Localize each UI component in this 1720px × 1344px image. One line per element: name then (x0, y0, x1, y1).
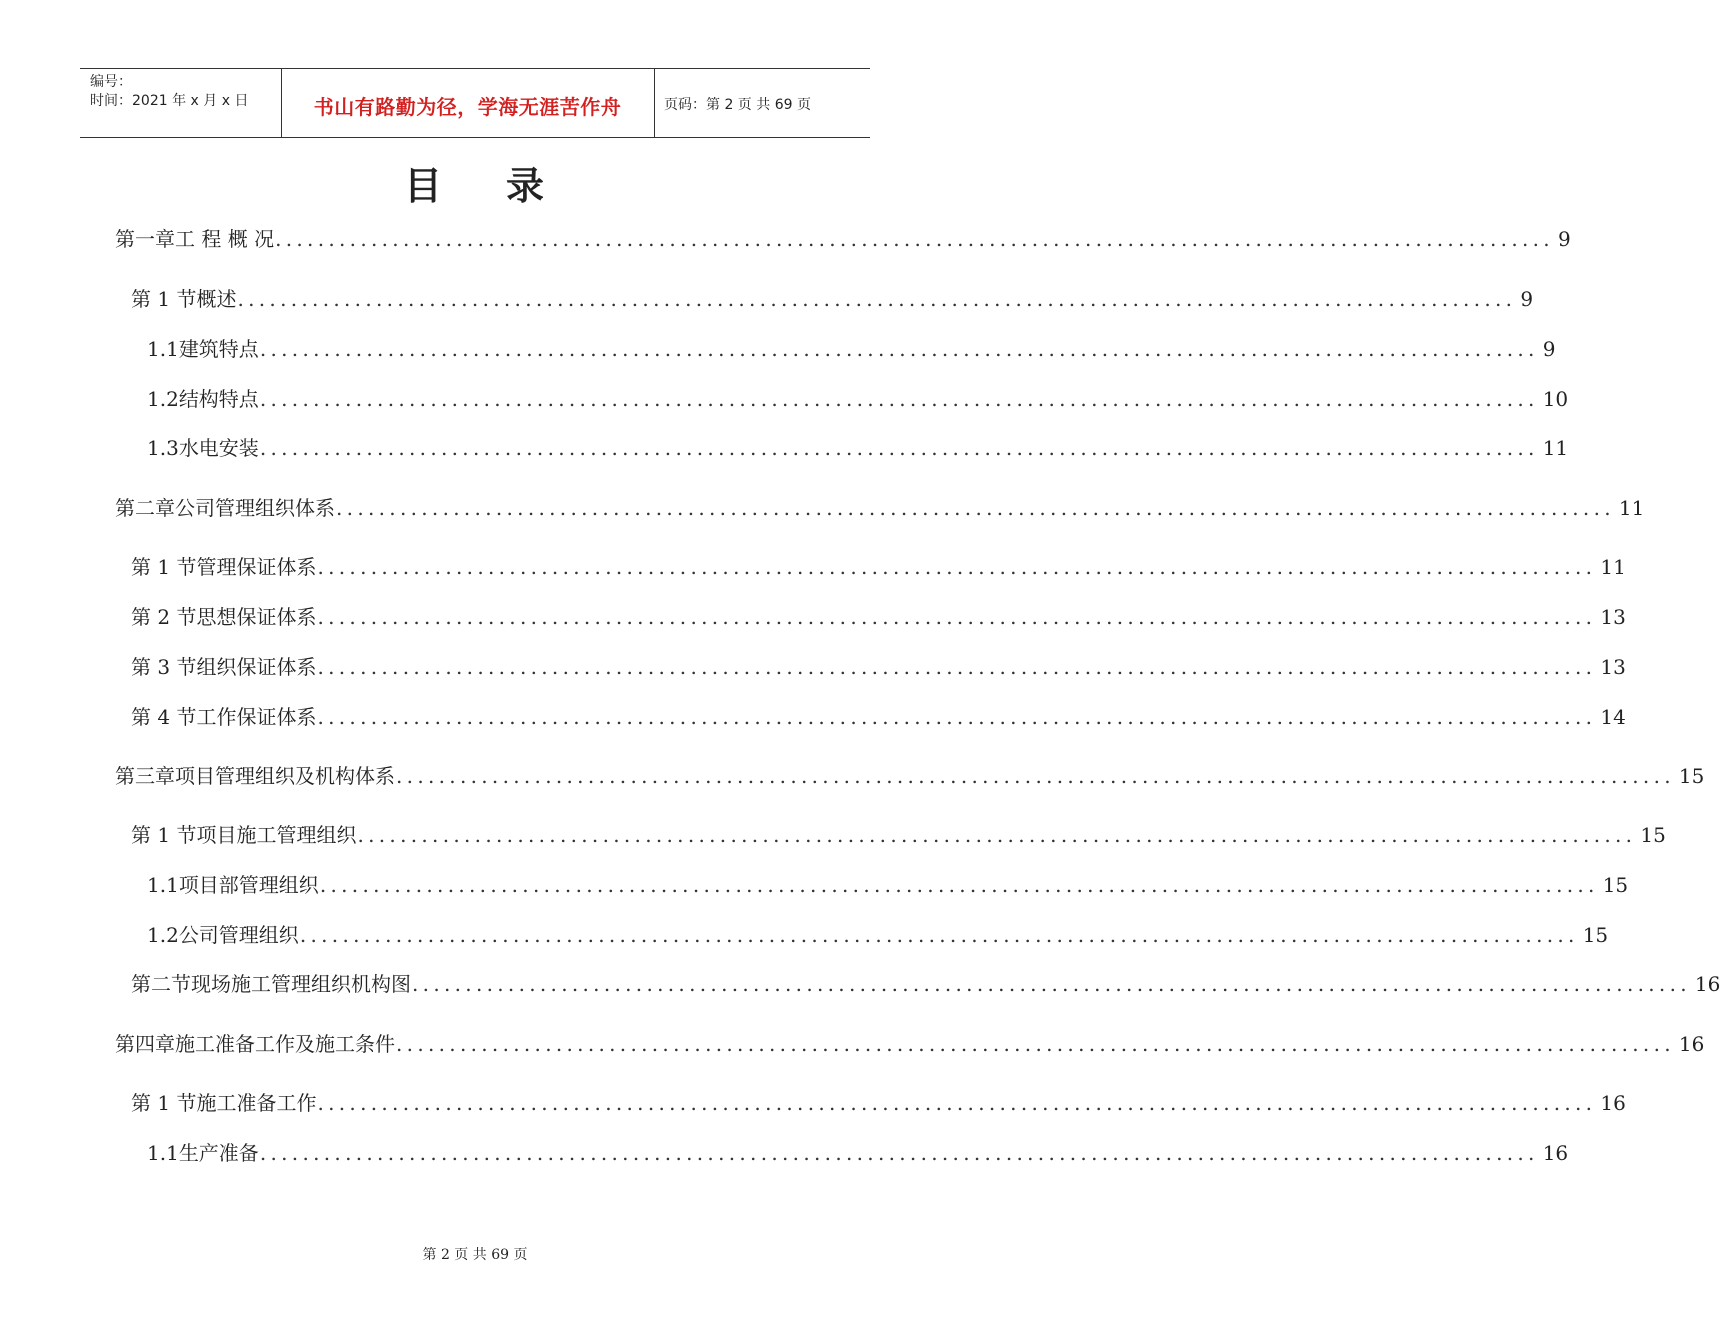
page-header (80, 68, 870, 138)
toc-entry-number: 第一章 (115, 227, 175, 251)
title-char-2: 录 (506, 164, 547, 208)
toc-dot-leader: ........................................................................................................................ (319, 873, 1599, 897)
page-title (0, 155, 950, 210)
toc-entry-title: 现场施工管理组织机构图 (191, 972, 411, 996)
toc-entry[interactable] (147, 921, 1609, 949)
header-meta (90, 73, 248, 111)
toc-entry-title: 工作保证体系 (196, 705, 317, 729)
toc-entry-page: 13 (1600, 655, 1626, 679)
toc-entry-page: 16 (1542, 1141, 1569, 1165)
toc-dot-leader: ........................................................................................................................ (237, 287, 1517, 311)
toc-dot-leader: ........................................................................................................................ (317, 605, 1597, 629)
toc-entry-page: 15 (1602, 873, 1629, 897)
toc-entry-title: 管理保证体系 (196, 555, 317, 579)
toc-dot-leader: ........................................................................................................................ (259, 387, 1539, 411)
toc-dot-leader: ........................................................................................................................ (317, 1091, 1597, 1115)
toc-entry-number: 1.1 (147, 873, 179, 897)
toc-entry[interactable] (131, 1089, 1626, 1117)
toc-entry-page: 16 (1600, 1091, 1626, 1115)
toc-dot-leader: ........................................................................................................................ (412, 972, 1691, 996)
toc-entry-title: 项目施工管理组织 (196, 823, 357, 847)
toc-entry[interactable] (115, 1030, 1705, 1058)
toc-entry-title: 思想保证体系 (196, 605, 317, 629)
toc-entry-page: 9 (1542, 337, 1556, 361)
toc-entry-title: 项目管理组织及机构体系 (175, 764, 395, 788)
toc-entry[interactable] (131, 653, 1626, 681)
toc-entry[interactable] (115, 762, 1705, 790)
toc-entry-number: 第四章 (115, 1032, 175, 1056)
toc-entry-page: 9 (1557, 227, 1571, 251)
toc-entry-page: 13 (1600, 605, 1626, 629)
toc-dot-leader: ........................................................................................................................ (357, 823, 1637, 847)
toc-entry-title: 公司管理组织 (178, 923, 299, 947)
date-text: 时间：2021 年 x 月 x 日 (90, 93, 249, 109)
toc-entry-number: 1.3 (147, 436, 179, 460)
toc-entry-title: 施工准备工作及施工条件 (175, 1032, 395, 1056)
toc-entry-number: 第三章 (115, 764, 175, 788)
toc-entry-page: 16 (1694, 972, 1720, 996)
toc-dot-leader: ........................................................................................................................ (317, 705, 1597, 729)
toc-entry[interactable] (131, 703, 1626, 731)
toc-entry-number: 第 1 节 (131, 555, 197, 579)
toc-entry-number: 第二节 (131, 972, 191, 996)
title-char-1: 目 (403, 164, 444, 208)
toc-entry-page: 15 (1678, 764, 1705, 788)
toc-entry-page: 11 (1600, 555, 1626, 579)
toc-entry-number: 1.1 (147, 1141, 179, 1165)
toc-entry[interactable] (115, 225, 1571, 253)
toc-entry[interactable] (131, 821, 1666, 849)
toc-entry[interactable] (147, 385, 1569, 413)
toc-entry-title: 结构特点 (178, 387, 259, 411)
toc-entry-number: 第 1 节 (131, 823, 197, 847)
toc-entry-number: 第 1 节 (131, 287, 197, 311)
toc-entry[interactable] (131, 603, 1626, 631)
toc-entry-title: 生产准备 (178, 1141, 259, 1165)
toc-dot-leader: ........................................................................................................................ (259, 436, 1539, 460)
toc-entry-title: 项目部管理组织 (178, 873, 319, 897)
toc-entry-number: 第 4 节 (131, 705, 197, 729)
toc-entry-page: 11 (1618, 496, 1645, 520)
toc-dot-leader: ........................................................................................................................ (299, 923, 1579, 947)
toc-dot-leader: ........................................................................................................................ (396, 1032, 1675, 1056)
toc-entry-number: 第 1 节 (131, 1091, 197, 1115)
serial-label: 编号： (90, 74, 132, 90)
toc-entry-number: 1.1 (147, 337, 179, 361)
toc-entry-number: 第 2 节 (131, 605, 197, 629)
header-motto: 书山有路勤为径，学海无涯苦作舟 (313, 95, 622, 119)
toc-entry-number: 1.2 (147, 387, 179, 411)
toc-entry-page: 11 (1542, 436, 1569, 460)
toc-entry[interactable] (147, 1139, 1569, 1167)
toc-entry-title: 建筑特点 (178, 337, 259, 361)
toc-entry[interactable] (131, 553, 1626, 581)
header-divider (654, 69, 655, 137)
toc-entry[interactable] (131, 285, 1534, 313)
toc-entry[interactable] (147, 434, 1569, 462)
toc-dot-leader: ........................................................................................................................ (317, 555, 1597, 579)
toc-entry-title: 工 程 概 况 (175, 227, 275, 251)
toc-entry-number: 1.2 (147, 923, 179, 947)
toc-entry-page: 14 (1600, 705, 1626, 729)
toc-entry[interactable] (131, 970, 1720, 998)
toc-entry-page: 16 (1678, 1032, 1705, 1056)
toc-entry-page: 10 (1542, 387, 1569, 411)
toc-dot-leader: ........................................................................................................................ (275, 227, 1554, 251)
toc-entry-number: 第二章 (115, 496, 175, 520)
toc-dot-leader: ........................................................................................................................ (396, 764, 1675, 788)
toc-entry[interactable] (147, 871, 1629, 899)
toc-dot-leader: ........................................................................................................................ (336, 496, 1615, 520)
toc-dot-leader: ........................................................................................................................ (259, 337, 1539, 361)
toc-entry[interactable] (147, 335, 1556, 363)
toc-entry[interactable] (115, 494, 1645, 522)
toc-entry-page: 9 (1520, 287, 1534, 311)
toc-entry-number: 第 3 节 (131, 655, 197, 679)
toc-entry-title: 水电安装 (178, 436, 259, 460)
toc-entry-title: 组织保证体系 (196, 655, 317, 679)
header-page-number: 页码：第 2 页 共 69 页 (664, 97, 811, 113)
toc-entry-title: 公司管理组织体系 (175, 496, 335, 520)
toc-entry-title: 施工准备工作 (196, 1091, 317, 1115)
toc-entry-page: 15 (1582, 923, 1609, 947)
toc-dot-leader: ........................................................................................................................ (259, 1141, 1539, 1165)
toc-entry-title: 概述 (196, 287, 237, 311)
toc-entry-page: 15 (1640, 823, 1666, 847)
toc-dot-leader: ........................................................................................................................ (317, 655, 1597, 679)
page-footer: 第 2 页 共 69 页 (422, 1247, 528, 1263)
